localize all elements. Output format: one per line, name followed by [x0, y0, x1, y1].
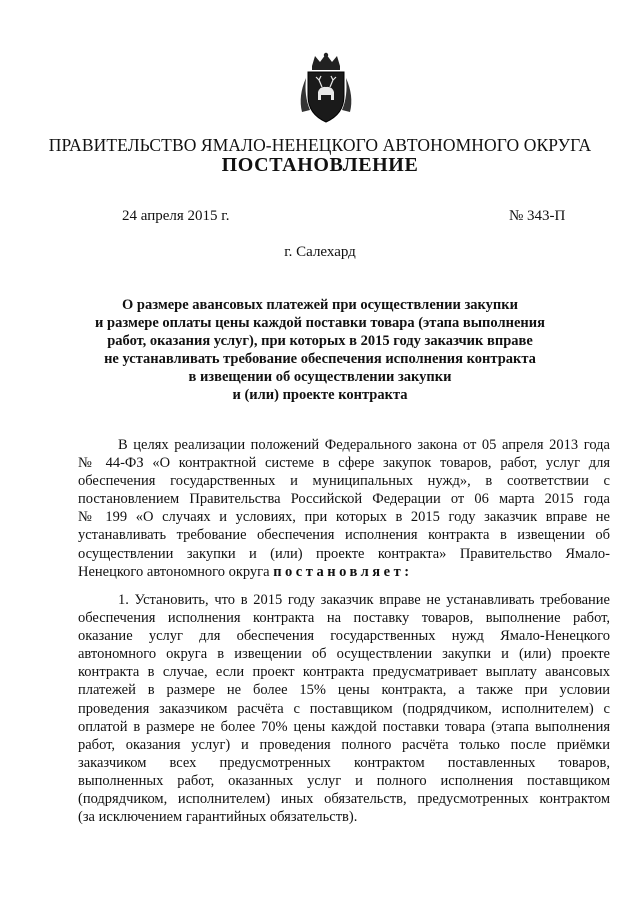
- item-line: контракта в случае, если проект контракта предусматривает выплату авансовых: [78, 664, 610, 681]
- preamble-last-line: [78, 563, 610, 581]
- item-1-paragraph: [78, 591, 610, 826]
- government-name: ПРАВИТЕЛЬСТВО ЯМАЛО-НЕНЕЦКОГО АВТОНОМНОГО ОКРУГА: [48, 135, 592, 155]
- title-line: в извещении об осуществлении закупки: [188, 369, 452, 385]
- document-title: [80, 296, 560, 404]
- item-line: оказание услуг для обеспечения государственных нужд Ямало-Ненецкого: [78, 628, 610, 645]
- item-line: платежей в размере не более 15% цены контракта, а также при условии: [78, 682, 610, 699]
- preamble-verb: постановляет:: [273, 563, 413, 580]
- document-city: г. Салехард: [284, 244, 356, 260]
- preamble-line: устанавливать требование обеспечения исполнения контракта в извещении об: [78, 527, 610, 544]
- item-line: работ, оказания услуг) и проведения полного расчёта только после приёмки: [78, 736, 610, 753]
- document-date: 24 апреля 2015 г.: [122, 208, 230, 224]
- title-line: О размере авансовых платежей при осуществлении закупки: [122, 297, 518, 313]
- preamble-line: № 199 «О случаях и условиях, при которых в 2015 году заказчик вправе не: [78, 509, 610, 526]
- item-line: заказчиком всех предусмотренных контрактом поставленных товаров,: [78, 754, 610, 771]
- item-line: (за исключением гарантийных обязательств).: [78, 809, 358, 826]
- item-line: автономного округа в извещении об осуществлении закупки и (или) проекте: [78, 646, 610, 663]
- document-number: № 343-П: [509, 208, 566, 224]
- preamble-line: обеспечения государственных и муниципальных нужд», в соответствии с: [78, 473, 610, 490]
- item-line: обеспечения исполнения контракта на поставку товаров, выполнение работ,: [78, 610, 610, 627]
- preamble-paragraph: [78, 436, 610, 581]
- preamble-line: № 44-ФЗ «О контрактной системе в сфере закупок товаров, работ, услуг для: [78, 455, 610, 472]
- title-line: и размере оплаты цены каждой поставки товара (этапа выполнения: [95, 315, 545, 331]
- coat-of-arms-emblem: [296, 52, 356, 124]
- item-line: проведения заказчиком расчёта с поставщиком (подрядчиком, исполнителем) с: [78, 700, 610, 717]
- document-type: ПОСТАНОВЛЕНИЕ: [221, 154, 419, 176]
- preamble-line: осуществлении закупки и (или) проекте контракта» Правительство Ямало-: [78, 545, 610, 562]
- title-line: не устанавливать требование обеспечения исполнения контракта: [104, 351, 536, 367]
- item-line: (подрядчиком, исполнителем) иных обязательств, предусмотренных контрактом: [78, 791, 610, 808]
- preamble-line: постановлением Правительства Российской Федерации от 06 марта 2015 года: [78, 491, 610, 508]
- item-line: оплатой в размере не более 70% цены каждой поставки товара (этапа выполнения: [78, 718, 610, 735]
- item-line: выполненных работ, оказанных услуг и полного исполнения поставщиком: [78, 772, 610, 789]
- preamble-line: В целях реализации положений Федерального закона от 05 апреля 2013 года: [118, 437, 610, 453]
- item-line: 1. Установить, что в 2015 году заказчик вправе не устанавливать требование: [118, 592, 610, 608]
- title-line: работ, оказания услуг), при которых в 2015 году заказчик вправе: [107, 333, 533, 349]
- title-line: и (или) проекте контракта: [232, 387, 408, 403]
- preamble-line: Ненецкого автономного округа: [78, 563, 270, 580]
